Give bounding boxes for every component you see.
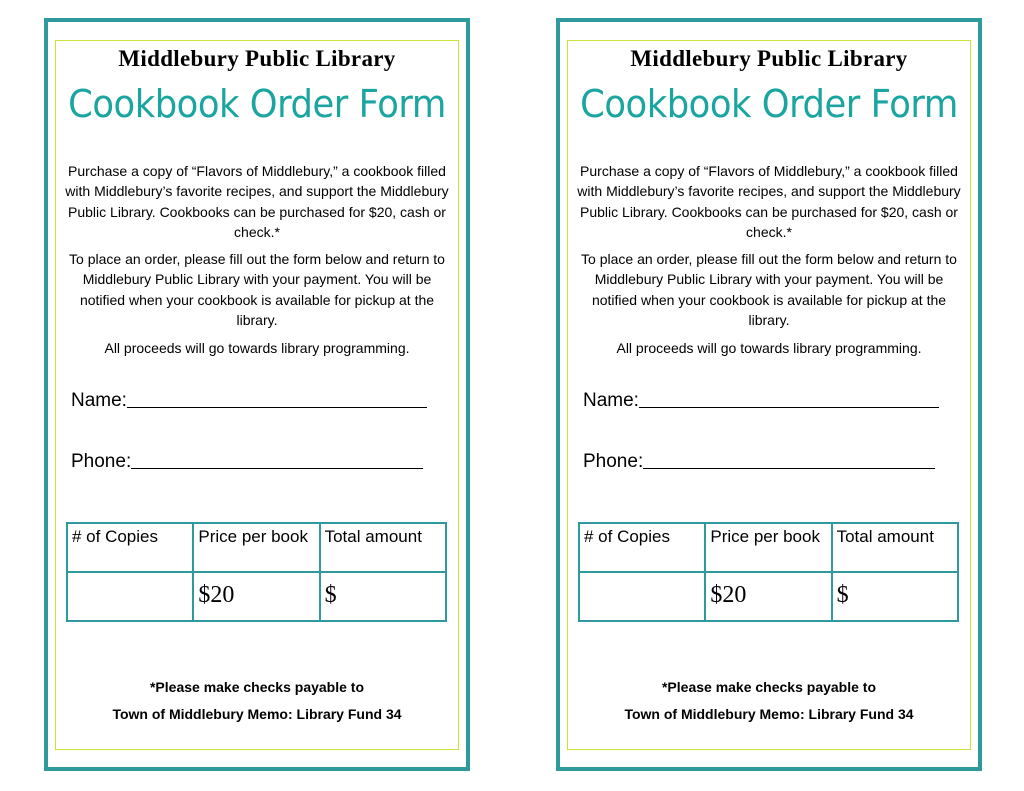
copies-cell[interactable] [67, 572, 193, 621]
table-header-row [67, 523, 446, 572]
footnote-line-1: *Please make checks payable to [661, 679, 877, 695]
phone-label: Phone: [583, 451, 644, 472]
order-table [578, 522, 959, 622]
total-cell[interactable]: $ [832, 572, 958, 621]
name-blank-line[interactable] [127, 394, 427, 408]
header-total: Total amount [832, 523, 958, 572]
phone-blank-line[interactable] [131, 455, 423, 469]
table-value-row [579, 572, 958, 621]
phone-field[interactable] [71, 451, 423, 473]
total-cell[interactable]: $ [320, 572, 446, 621]
phone-blank-line[interactable] [643, 455, 935, 469]
footnote-line-2: Town of Middlebury Memo: Library Fund 34 [624, 706, 914, 722]
intro-paragraph: Purchase a copy of “Flavors of Middlebury,” a cookbook filled with Middlebury’s favorite recipes, and support the Middlebury Public Library. Cookbooks can be purchased for $20, cash or check.* [577, 163, 961, 240]
order-table [66, 522, 447, 622]
order-form-card-right [556, 18, 982, 771]
footnote-line-2: Town of Middlebury Memo: Library Fund 34 [112, 706, 402, 722]
name-blank-line[interactable] [639, 394, 939, 408]
intro-paragraph: Purchase a copy of “Flavors of Middlebury,” a cookbook filled with Middlebury’s favorite recipes, and support the Middlebury Public Library. Cookbooks can be purchased for $20, cash or check.* [65, 163, 449, 240]
price-cell: $20 [705, 572, 831, 621]
name-label: Name: [583, 390, 639, 411]
phone-field[interactable] [583, 451, 935, 473]
form-title: Cookbook Order Form [580, 82, 958, 126]
proceeds-paragraph: All proceeds will go towards library programming. [104, 340, 410, 356]
library-name: Middlebury Public Library [630, 46, 908, 71]
proceeds-paragraph: All proceeds will go towards library programming. [616, 340, 922, 356]
instructions-paragraph: To place an order, please fill out the form below and return to Middlebury Public Library with your payment. You will be notified when your cookbook is available for pickup at the library. [581, 251, 957, 328]
footnote-line-1: *Please make checks payable to [149, 679, 365, 695]
name-field[interactable] [71, 390, 427, 412]
header-price: Price per book [193, 523, 319, 572]
instructions-paragraph: To place an order, please fill out the form below and return to Middlebury Public Library with your payment. You will be notified when your cookbook is available for pickup at the library. [69, 251, 445, 328]
table-value-row [67, 572, 446, 621]
copies-cell[interactable] [579, 572, 705, 621]
form-title: Cookbook Order Form [68, 82, 446, 126]
order-form-card-left [44, 18, 470, 771]
library-name: Middlebury Public Library [118, 46, 396, 71]
table-header-row [579, 523, 958, 572]
header-price: Price per book [705, 523, 831, 572]
name-label: Name: [71, 390, 127, 411]
phone-label: Phone: [71, 451, 132, 472]
header-copies: # of Copies [67, 523, 193, 572]
name-field[interactable] [583, 390, 939, 412]
header-copies: # of Copies [579, 523, 705, 572]
price-cell: $20 [193, 572, 319, 621]
header-total: Total amount [320, 523, 446, 572]
